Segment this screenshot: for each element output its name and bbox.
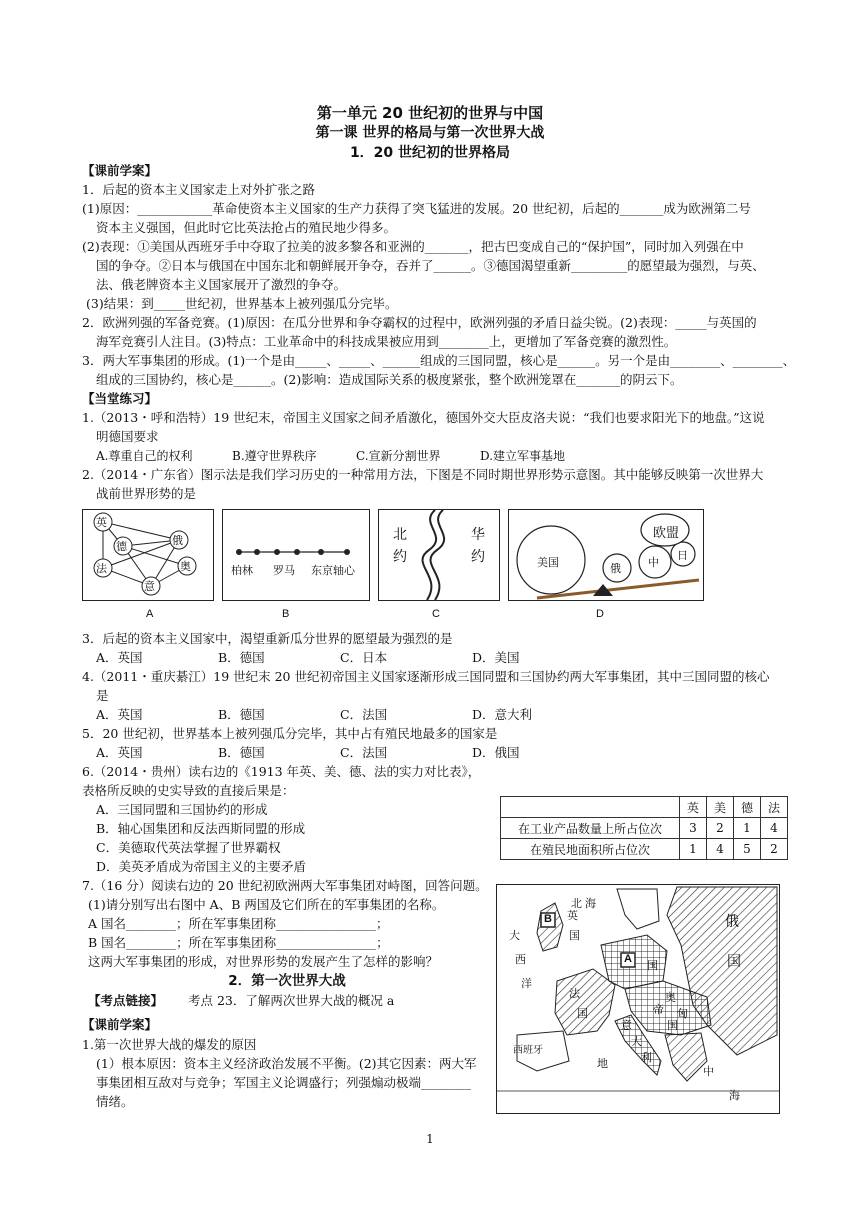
q6-stem: 6.（2014・贵州）读右边的《1913 年英、美、德、法的实力对比表》， <box>82 764 481 779</box>
q1-option-c: C.宣新分割世界 <box>356 449 441 463</box>
q3-option-d: D．美国 <box>472 650 520 665</box>
map-label: 国 <box>647 960 658 972</box>
q6-option-a: A．三国同盟和三国协约的形成 <box>96 802 268 817</box>
table-cell: 5 <box>734 839 761 860</box>
section2-line: (1）根本原因：资本主义经济政治发展不平衡。(2)其它因素：两大军 <box>96 1056 477 1071</box>
table-header-cell: 德 <box>734 797 761 818</box>
q3-option-c: C．日本 <box>340 650 388 665</box>
unit-title: 第一单元 20 世纪初的世界与中国 <box>316 104 544 122</box>
pre-study-line: 组成的三国协约，核心是______。(2)影响：造成国际关系的极度紧张，整个欧洲笼罩在_______的阴云下。 <box>96 372 683 387</box>
pre-study-line: 海军竞赛引人注目。(3)特点：工业革命中的科技成果被应用到________上，更增加了军备竞赛的激烈性。 <box>96 334 677 349</box>
map-label: 法 <box>569 988 580 1000</box>
table-header-cell: 英 <box>680 797 707 818</box>
q1-option-b: B.遵守世界秩序 <box>232 449 317 463</box>
table-cell: 4 <box>761 818 788 839</box>
map-label: 利 <box>641 1052 652 1064</box>
axis-label: 柏林 <box>231 565 253 577</box>
table-row <box>501 839 788 860</box>
q3-option-a: A．英国 <box>96 650 143 665</box>
table-row <box>501 818 788 839</box>
q7-line: 这两大军事集团的形成，对世界形势的发展产生了怎样的影响？ <box>88 954 439 969</box>
map-label: 北 海 <box>571 898 597 910</box>
q7-line: A 国名________；所在军事集团称________________； <box>88 916 389 931</box>
q3-option-b: B．德国 <box>218 650 265 665</box>
circle-label: 中 <box>648 557 659 569</box>
node-label: 俄 <box>172 535 183 547</box>
table-cell: 1 <box>680 839 707 860</box>
map-label: 意 <box>621 1020 632 1032</box>
map-label: 海 <box>729 1090 740 1102</box>
table-header-row <box>501 797 788 818</box>
q1-option-d: D.建立军事基地 <box>480 449 566 463</box>
pre-study-line: (1)原因：____________革命使资本主义国家的生产力获得了突飞猛进的发展。20 世纪初，后起的_______成为欧洲第二号 <box>82 201 751 216</box>
q5-stem: 5．20 世纪初，世界基本上被列强瓜分完毕，其中占有殖民地最多的国家是 <box>82 726 498 741</box>
figure-d <box>508 509 704 601</box>
q1-stem-cont: 明德国要求 <box>96 429 159 444</box>
figure-c-caption: C <box>432 608 440 620</box>
section-title: 1．20 世纪初的世界格局 <box>349 145 511 161</box>
table-header-cell <box>501 797 680 818</box>
figure-c <box>378 509 500 601</box>
map-label: 国 <box>727 953 741 969</box>
table-cell: 4 <box>707 839 734 860</box>
circle-label: 欧盟 <box>653 525 680 540</box>
map-label: 大 <box>509 930 520 942</box>
section2-line: 1.第一次世界大战的爆发的原因 <box>82 1037 257 1052</box>
table-cell: 3 <box>680 818 707 839</box>
map-label: 地 <box>597 1058 608 1070</box>
region-label: 北 <box>393 526 407 542</box>
map-label: 国 <box>569 930 580 942</box>
q7-line: 7.（16 分）阅读右边的 20 世纪初欧洲两大军事集团对峙图，回答问题。 <box>82 878 488 893</box>
q1-option-a: A.尊重自己的权利 <box>96 449 193 463</box>
q4-option-b: B．德国 <box>218 707 265 722</box>
axis-label: 罗马 <box>273 565 295 577</box>
table-cell: 2 <box>761 839 788 860</box>
map-label: 西班牙 <box>513 1045 543 1056</box>
q4-option-c: C．法国 <box>340 707 388 722</box>
circle-label: 俄 <box>610 563 621 575</box>
circle-label: 日 <box>677 550 688 562</box>
section2-title: 2．第一次世界大战 <box>228 973 346 989</box>
practice-tag: 【当堂练习】 <box>82 391 158 406</box>
map-label: 帝 <box>653 1004 664 1016</box>
q7-line: (1)请分别写出右图中 A、B 两国及它们所在的军事集团的名称。 <box>88 897 445 912</box>
pre-study-line: 资本主义强国，但此时它比英法抢占的殖民地少得多。 <box>96 220 397 235</box>
node-label: 意 <box>144 581 155 593</box>
q4-stem-cont: 是 <box>96 688 109 703</box>
exam-link-tag: 【考点链接】 <box>88 993 164 1008</box>
circle-label: 美国 <box>537 557 559 569</box>
map-label-b: B <box>544 913 552 925</box>
pre-study-line: 法、俄老牌资本主义国家展开了激烈的争夺。 <box>96 277 347 292</box>
power-comparison-table <box>500 796 788 860</box>
pre-study-tag-2: 【课前学案】 <box>82 1017 158 1032</box>
table-cell: 在殖民地面积所占位次 <box>501 839 680 860</box>
region-label: 约 <box>471 548 485 564</box>
figure-a-caption: A <box>146 608 154 620</box>
map-label: 国 <box>577 1008 588 1020</box>
q5-option-d: D．俄国 <box>472 745 520 760</box>
region-label: 约 <box>393 548 407 564</box>
pre-study-line: 国的争夺。②日本与俄国在中国东北和朝鲜展开争夺，吞并了______。③德国渴望重新_________的愿望最为强烈，与英、 <box>96 258 765 273</box>
q6-stem-cont: 表格所反映的史实导致的直接后果是： <box>82 783 295 798</box>
map-label: 奥 <box>665 992 676 1004</box>
pre-study-line: (3)结果：到_____世纪初，世界基本上被列强瓜分完毕。 <box>86 296 398 311</box>
q3-stem: 3．后起的资本主义国家中，渴望重新瓜分世界的愿望最为强烈的是 <box>82 631 453 646</box>
q4-option-a: A．英国 <box>96 707 143 722</box>
q5-option-b: B．德国 <box>218 745 265 760</box>
table-header-cell: 法 <box>761 797 788 818</box>
page-number: 1 <box>426 1132 434 1146</box>
q5-option-a: A．英国 <box>96 745 143 760</box>
node-label: 法 <box>96 563 107 575</box>
map-label: 匈 <box>677 1008 688 1020</box>
axis-label: 东京轴心 <box>311 565 355 577</box>
map-label: 洋 <box>521 978 532 990</box>
section2-line: 情绪。 <box>96 1094 134 1109</box>
q6-option-b: B．轴心国集团和反法西斯同盟的形成 <box>96 821 306 836</box>
pre-study-line: (2)表现：①美国从西班牙手中夺取了拉美的波多黎各和亚洲的_______，把古巴变成自己的“保护国”，同时加入列强在中 <box>82 239 744 254</box>
pre-study-line: 3．两大军事集团的形成。(1)一个是由_____、_____、______组成的三国同盟，核心是______。另一个是由________、________、 <box>82 353 796 368</box>
region-label: 华 <box>471 526 485 542</box>
node-label: 德 <box>116 541 127 553</box>
node-label: 英 <box>96 517 107 529</box>
map-label: 国 <box>667 1020 678 1032</box>
q2-stem-cont: 战前世界形势的是 <box>96 486 197 501</box>
map-label-a: A <box>624 953 632 965</box>
map-label: 大 <box>631 1036 642 1048</box>
map-label: 西 <box>515 954 526 966</box>
figure-d-caption: D <box>596 608 604 620</box>
table-cell: 2 <box>707 818 734 839</box>
figure-a <box>82 509 214 601</box>
figure-b-caption: B <box>282 608 290 620</box>
pre-study-line: 1．后起的资本主义国家走上对外扩张之路 <box>82 182 315 197</box>
q6-option-c: C．美德取代英法掌握了世界霸权 <box>96 840 281 855</box>
node-label: 奥 <box>180 561 191 573</box>
exam-link-text: 考点 23．了解两次世界大战的概况 a <box>188 993 395 1008</box>
map-label: 俄 <box>725 913 739 929</box>
section2-line: 事集团相互敌对与竞争；军国主义论调盛行；列强煽动极端________ <box>96 1075 472 1090</box>
q2-stem: 2.（2014・广东省）图示法是我们学习历史的一种常用方法，下图是不同时期世界形势示意图。其中能够反映第一次世界大 <box>82 467 764 482</box>
europe-alliance-map <box>496 884 780 1114</box>
q4-stem: 4.（2011・重庆綦江）19 世纪末 20 世纪初帝国主义国家逐渐形成三国同盟和三国协约两大军事集团，其中三国同盟的核心 <box>82 669 770 684</box>
pre-study-line: 2．欧洲列强的军备竞赛。(1)原因：在瓜分世界和争夺霸权的过程中，欧洲列强的矛盾日益尖锐。(2)表现：_____与英国的 <box>82 315 757 330</box>
map-label: 英 <box>567 910 578 922</box>
q1-stem: 1.（2013・呼和浩特）19 世纪末，帝国主义国家之间矛盾激化，德国外交大臣皮洛夫说：“我们也要求阳光下的地盘。”这说 <box>82 410 765 425</box>
pre-study-tag: 【课前学案】 <box>82 163 158 178</box>
q7-line: B 国名________；所在军事集团称________________； <box>88 935 389 950</box>
q5-option-c: C．法国 <box>340 745 388 760</box>
table-cell: 1 <box>734 818 761 839</box>
map-label: 中 <box>703 1066 714 1078</box>
table-cell: 在工业产品数量上所占位次 <box>501 818 680 839</box>
q4-option-d: D．意大利 <box>472 707 533 722</box>
figure-b <box>222 509 370 601</box>
table-header-cell: 美 <box>707 797 734 818</box>
lesson-title: 第一课 世界的格局与第一次世界大战 <box>315 125 545 141</box>
q6-option-d: D．美英矛盾成为帝国主义的主要矛盾 <box>96 859 307 874</box>
